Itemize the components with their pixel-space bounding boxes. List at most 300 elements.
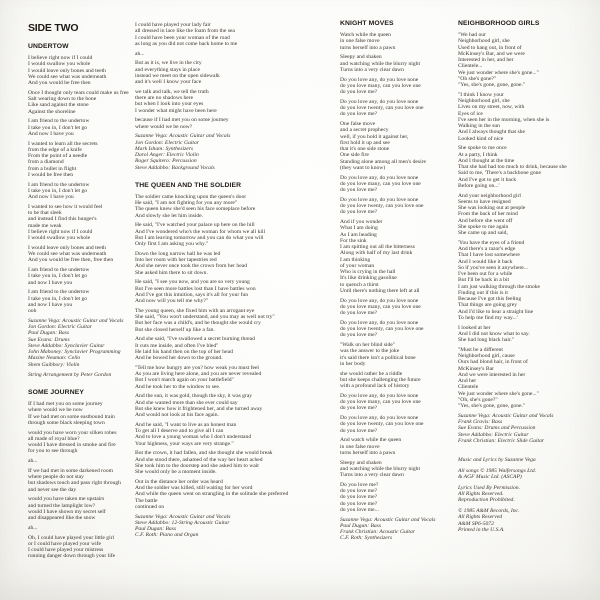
lyric-stanza [458, 193, 593, 237]
lyric-line: The young queen, she fixed him with an arrogant eye [135, 307, 255, 314]
lyric-stanza [340, 175, 458, 194]
lyric-stanza [340, 99, 458, 118]
lyric-line: Do you love any, do you love none [340, 319, 419, 326]
lyric-line: Sleepy and shaken [340, 459, 382, 466]
lyric-line: but shadows touch and pass right through [28, 480, 121, 487]
lyric-line: and now I have you [28, 301, 73, 308]
lyric-line: do you love me? [340, 494, 378, 501]
lyric-stanza [135, 422, 345, 447]
lyric-line: 'You have the eyes of a friend [458, 239, 525, 246]
lyric-line: Said to me, 'There's a backbone gone [458, 170, 541, 177]
credit-line: Steve Addabbo: 12-String Acoustic Guitar [135, 519, 230, 526]
lyric-line: And now I have you [28, 194, 74, 200]
lyric-line: I would leave only bones and teeth [28, 67, 106, 74]
lyric-line: Used to hang out, in front of [458, 44, 522, 51]
credits-block [28, 372, 132, 378]
lyric-line: And her [458, 378, 477, 384]
footer-line: Printed in the U.S.A. [458, 526, 505, 533]
lyric-line: in her body [340, 360, 366, 367]
lyric-stanza [458, 325, 593, 344]
lyric-line: do you love many, can you love one [340, 303, 421, 310]
credits-block [135, 514, 345, 539]
credit-line: Steve Addabbo: Electric Guitar [458, 431, 529, 438]
footer-line: & AGF Music Ltd. (ASCAP) [458, 474, 522, 480]
lyric-stanza [340, 197, 458, 216]
lyric-line: do you love me? [340, 111, 378, 118]
lyric-line: Against the shoreline [28, 108, 76, 115]
lyric-line: She asked him there to sit down. [135, 269, 208, 276]
footer-line: All Rights Reserved. [458, 491, 504, 497]
lyric-line: And she stood there, ashamed of the way her heart ached [135, 456, 263, 463]
lyric-line: instead we meet on the open sidewalk [135, 72, 220, 79]
lyric-line: "Walk on her blind side" [340, 342, 396, 348]
lyric-line: McKinsey's Bar, and we were [458, 50, 525, 57]
lyric-line: I am just walking through the smoke [458, 283, 541, 290]
lyric-stanza [28, 468, 132, 493]
lyric-stanza [135, 60, 345, 85]
lyric-line: and instead I find this hunger's [28, 216, 97, 223]
lyric-line: Do you love any, do you love none [340, 392, 419, 399]
lyric-line: to be that sleek [28, 210, 62, 216]
lyric-line: Only first I am asking you why." [135, 241, 209, 247]
lyric-line: do you love many, can you love one [340, 82, 421, 89]
lyric-stanza [28, 401, 132, 426]
lyric-line: Clientele [458, 384, 479, 391]
lyric-line: and now I have you [28, 279, 73, 286]
lyric-line: from a diamond [28, 159, 64, 166]
lyric-line: do you love me? [340, 187, 378, 193]
lyric-stanza [135, 117, 345, 130]
lyric-line: I would swallow you whole [28, 61, 91, 68]
lyric-line: because if I had met you on some journey [135, 117, 229, 124]
lyric-line: do you love twenty, can you love one [340, 105, 424, 111]
lyric-stanza [340, 54, 458, 73]
lyric-line: If I had met you on some journey [28, 401, 103, 407]
lyric-stanza [135, 279, 345, 304]
lyric-stanza [28, 458, 132, 464]
lyric-line: do you love me? [340, 500, 378, 507]
credit-line: C.F. Roth: Synthesizers [340, 535, 393, 542]
lyric-line: I believe right now if I could [28, 55, 93, 61]
lyric-line: She spoke to me again [458, 223, 509, 230]
lyric-line: And I would like it back [458, 258, 513, 265]
lyric-line: Watch while the queen [340, 32, 391, 38]
lyric-line: If we had met in some darkened room [28, 467, 113, 474]
lyric-line: "Yes, she's gone, gone, gone." [458, 82, 526, 88]
lyric-line: Who is crying in the hall [340, 269, 396, 275]
lyric-line: Into her room with her tapestries red [135, 257, 217, 263]
song-title: THE QUEEN AND THE SOLDIER [135, 181, 242, 189]
lyric-line: Seems to have resigned [458, 198, 511, 205]
lyric-line: And he took her to the window to see. [135, 383, 221, 390]
lyric-line: Before going on...' [458, 182, 500, 189]
lyric-line: Looked kind of nice [458, 135, 504, 142]
lyric-line: And if you wonder [340, 219, 383, 225]
lyric-line: And I did not know what to say. [458, 330, 530, 337]
lyric-stanza [458, 92, 593, 142]
lyric-line: and watching while the blurry night [340, 465, 421, 472]
lyric-line: And before she went off [458, 217, 513, 224]
footer-block [458, 468, 593, 481]
lyric-line: At a party, I think [458, 151, 498, 158]
lyric-line: I've been out for a while [458, 271, 513, 277]
lyric-line: Neighborhood girl, she [458, 98, 510, 104]
credit-line: Paul Dugan: Bass [28, 330, 70, 337]
lyric-line: The battle [135, 497, 158, 504]
lyric-line: We could see what was underneath [28, 73, 107, 80]
lyric-line: "Oh, she's gone?" [458, 396, 498, 403]
lyric-line: I wonder what might have been here [135, 107, 217, 114]
lyric-line: in one false move [340, 443, 380, 450]
lyric-stanza [28, 245, 132, 264]
lyric-stanza [458, 347, 593, 410]
lyric-line: ah... [28, 458, 38, 464]
lyric-line: And watch while the queen [340, 437, 402, 444]
lyric-line: would I have shown my secret self [28, 508, 106, 515]
lyric-line: Neighborhood girl, she [458, 38, 510, 45]
lyric-line: And there's a razor's edge [458, 246, 516, 252]
lyric-line: there are no shadows here [135, 95, 194, 101]
lyric-line: He laid his hand then on the top of her head [135, 348, 233, 355]
lyric-stanza [28, 430, 132, 455]
lyric-line: To help me find my way...' [458, 314, 518, 321]
lyric-line: Clientele... [458, 63, 483, 70]
lyric-line: For the sink [340, 237, 367, 244]
lyric-line: "Yes, she's gone, gone, gone." [458, 403, 526, 409]
lyric-line: do you love me? [340, 427, 378, 434]
lyric-line: Once I thought only tears could make us free [28, 89, 129, 96]
lyric-line: We just wonder where she's gone..." [458, 69, 539, 76]
credit-line: Darol Anger: Electric Violin [135, 152, 199, 158]
lyric-stanza [28, 118, 132, 137]
lyric-line: "Oh she's gone?" [458, 75, 497, 82]
lyric-line: And now will you tell me why?" [135, 298, 209, 304]
lyric-line: Oh, I could have played your little girl [28, 534, 115, 541]
lyric-stanza [458, 240, 593, 321]
song-title: KNIGHT MOVES [340, 20, 394, 27]
lyric-stanza [135, 51, 345, 57]
lyric-line: I am friend to the undertow [28, 267, 90, 273]
lyric-line: from a bullet in flight [28, 165, 77, 172]
lyric-line: Do you love me? [340, 481, 379, 488]
lyric-stanza [340, 121, 458, 171]
credit-line: Paul Dugan: Bass [340, 522, 382, 529]
lyric-line: I could have played your lady fair [135, 22, 211, 28]
lyric-stanza [340, 460, 458, 479]
lyric-line: with a profound lack of history [340, 383, 410, 389]
lyric-line: but when I look into your eyes [135, 101, 204, 108]
lyric-line: we talk and talk, we tell the truth [135, 88, 209, 95]
lyric-line: and a secret prophecy [340, 127, 389, 134]
lyric-line: from the edge of a knife [28, 146, 82, 153]
lyric-line: She said, "You won't understand, and you may as well not try" [135, 314, 275, 320]
footer-line: All Rights Reserved [458, 514, 503, 521]
credit-line: Suzanne Vega: Acoustic Guitar and Vocals [135, 513, 231, 520]
side-heading: SIDE TWO [28, 22, 79, 34]
credit-line: Sue Evans: Drums and Percussion [458, 425, 536, 432]
lyric-line: She was looking out at people [458, 205, 526, 211]
lyric-line: We could see what was underneath [28, 251, 107, 257]
lyric-line: Lives on my street, now, with [458, 104, 525, 111]
column-1 [28, 22, 132, 563]
lyric-line: in one false move [340, 38, 380, 45]
lyric-line: He said, "I am not fighting for you any more" [135, 200, 238, 206]
lyric-line: But as it is, we live in the city [135, 60, 202, 67]
lyric-line: and everything stays in place [135, 66, 200, 73]
footer-line: Lyrics Used By Permission. [458, 484, 520, 491]
lyric-line: Do you love any, do you love none [340, 76, 419, 83]
credit-line: C.F. Roth: Piano and Organ [135, 532, 199, 539]
lyric-line: That she had had too much to drink, because she [458, 164, 567, 170]
lyric-line: Salt wearing down to the bone [28, 96, 97, 102]
lyric-line: Do you love any, do you love none [340, 415, 419, 421]
lyric-stanza [340, 482, 458, 513]
lyric-line: do you love me... [340, 506, 379, 513]
credits-block [458, 413, 593, 444]
lyric-line: Ours had blond hair, in front of [458, 359, 528, 366]
credit-line: Shem Guibbory: Violin [28, 361, 80, 368]
lyric-line: I take you in, I don't let go [28, 187, 88, 194]
lyric-line: but she keeps challenging the future [340, 376, 421, 383]
column-3 [340, 20, 458, 546]
lyric-line: would I have dressed in smoke and fire [28, 442, 116, 448]
credit-line: Frank Christian: Electric Slide Guitar [458, 437, 545, 444]
lyric-line: And I've wondered who's the woman for whom we all kill [135, 228, 266, 235]
lyric-line: That things are going grey [458, 302, 518, 309]
lyric-line: What I am doing [340, 225, 378, 232]
lyric-line: I would be free then [28, 171, 74, 178]
lyric-line: to quench a thirst [340, 281, 379, 288]
lyric-line: "Must be a different [458, 346, 503, 353]
lyric-stanza [28, 141, 132, 179]
lyric-line: where people do not stay [28, 474, 84, 480]
lyric-stanza [135, 222, 345, 247]
spacer [28, 382, 29, 389]
lyric-line: turns herself into a pawn [340, 449, 396, 456]
lyric-line: But I am leaving tomorrow and you can do what you will [135, 234, 264, 241]
credit-line: Jon Gordon: Electric Guitar [135, 139, 199, 146]
lyric-line: all dressed in lace like the foam from the sea [135, 28, 235, 35]
lyric-line: I am spitting out all the bitterness [340, 244, 415, 250]
lyric-line: as long as you did not come back home to me [135, 40, 238, 47]
lyric-stanza [340, 415, 458, 434]
lyric-line: She took him to the doorstep and she asked him to wait [135, 462, 259, 469]
credit-line: Frank Gravis: Bass [458, 419, 503, 425]
lyric-line: But her face was a child's, and he thought she would cry [135, 320, 261, 327]
lyric-line: for you to see through [28, 448, 78, 455]
lyric-line: I could have been your woman of the road [135, 34, 230, 41]
lyric-stanza [458, 32, 593, 88]
lyric-line: He said, "I've watched your palace up here on the hill [135, 222, 255, 229]
lyric-line: It's like drinking gasoline [340, 275, 397, 282]
footer-line: Reproduction Prohibited. [458, 497, 515, 504]
lyric-line: But I'll be back in a bit [458, 277, 510, 284]
lyric-line: And you would be free then [28, 80, 91, 86]
lyric-line: ah... [135, 50, 145, 57]
lyric-line: As you are living here alone, and you are never revealed [135, 371, 262, 377]
lyric-stanza [340, 219, 458, 294]
lyric-stanza [28, 535, 132, 560]
lyric-line: From the point of a needle [28, 153, 88, 159]
lyric-line: She came up and said, [458, 230, 508, 236]
lyric-line: do you love twenty, can you love one [340, 326, 424, 332]
lyric-line: I take you in, I don't let go [28, 295, 88, 302]
lyric-line: I am friend to the undertow [28, 181, 90, 188]
credit-line: Roger Squitero: Percussion [135, 158, 197, 165]
lyric-line: well, if you hold it against her, [340, 133, 409, 140]
lyric-stanza [28, 204, 132, 242]
lyric-line: Do you love any, do you love none [340, 297, 419, 304]
footer-line: All songs © 1985 Waifersongs Ltd. [458, 467, 537, 474]
lyric-line: And I've got this intuition, says it's all for your fun [135, 291, 249, 298]
lyric-line: And you would be free then, free then [28, 257, 114, 264]
lyric-stanza [135, 365, 345, 390]
lyric-line: I could have played your mistress [28, 547, 104, 553]
lyric-line: He said, "I see you now, and you are so very young [135, 279, 250, 286]
lyric-stanza [135, 89, 345, 114]
lyric-line: Your highness, your ways are very strange." [135, 440, 234, 447]
lyric-line: that it's one side stone [340, 146, 390, 152]
lyric-stanza [135, 194, 345, 219]
lyric-line: do you love me? [340, 488, 378, 494]
spacer [135, 175, 136, 182]
lyric-line: And the sun, it was gold, though the sky, it was gray [135, 393, 253, 400]
lyric-line: I would leave only bones and teeth [28, 244, 106, 251]
lyric-line: As I am heading [340, 231, 377, 238]
lyric-line: I take you in, I don't let go [28, 273, 88, 280]
credits-block [135, 133, 345, 171]
lyric-line: Neighborhood girl, cause [458, 353, 515, 359]
lyric-stanza [458, 145, 593, 189]
lyric-line: One false move [340, 121, 376, 127]
lyric-line: And we were interested in her [458, 371, 526, 378]
lyric-line: I would swallow you whole [28, 235, 91, 241]
lyric-line: That I have lost somewhere [458, 252, 520, 259]
lyric-line: And he said, "I want to live as an honest man [135, 421, 237, 428]
lyric-line: (they want to know) [340, 164, 386, 171]
credit-line: Suzanne Vega: Acoustic Guitar and Vocals [135, 133, 231, 140]
credit-line: Steve Addabbo: Synclavier Guitar [28, 342, 105, 349]
lyric-line: The queen knew she'd seen his face someplace before [135, 206, 256, 213]
song-title: UNDERTOW [28, 43, 69, 50]
lyric-line: And I've got to get it back [458, 176, 517, 183]
credit-line: John Mahoney: Synclavier Programming [28, 349, 121, 355]
lyric-stanza [340, 342, 458, 367]
lyric-line: of your woman [340, 262, 375, 269]
lyric-line: she would rather be a riddle [340, 370, 403, 377]
lyric-stanza [340, 77, 458, 96]
footer-line: Music and Lyrics by Suzanne Vega [458, 457, 536, 463]
lyric-line: And to love a young woman who I don't understand [135, 434, 252, 441]
lyric-line: ooh [28, 308, 37, 314]
lyric-stanza [135, 308, 345, 333]
lyric-line: I've seen her in the morning, when she is [458, 116, 550, 123]
lyric-line: I wanted to learn all the secrets [28, 140, 98, 147]
lyric-line: Sleepy and shaken [340, 54, 382, 61]
lyric-line: and disappeared like the snow [28, 515, 96, 521]
lyric-line: "Tell me how hungry are you? how weak you must feel [135, 364, 259, 371]
lyric-stanza [28, 525, 132, 531]
lyric-line: She would only be a moment inside. [135, 469, 217, 475]
lyric-line: Do you love any, do you love none [340, 196, 419, 203]
lyric-line: do you love me? [340, 405, 378, 412]
lyric-line: And she wanted more than she ever could say [135, 399, 238, 406]
footer-block [458, 508, 593, 533]
lyric-line: But she closed herself up like a fan. [135, 326, 215, 333]
credit-line: Jon Gordon: Electric Guitar [28, 324, 92, 330]
lyric-line: And she never once took the crown from her head [135, 263, 247, 270]
lyric-line: would you have worn your silken robes [28, 429, 117, 436]
lyric-line: where would we be now? [135, 123, 193, 130]
lyric-line: continued on [135, 503, 165, 510]
lyric-stanza [135, 450, 345, 475]
credit-line: Maxine Neuman: Cello [28, 355, 81, 362]
lyric-line: But I've seen more battles lost than I have battles won [135, 285, 256, 292]
lyric-line: Because I've got this feeling [458, 296, 522, 302]
lyric-stanza [28, 289, 132, 314]
lyric-line: Until there's nothing there left at all [340, 287, 420, 294]
song-title: SOME JOURNEY [28, 389, 84, 396]
lyric-line: Eyes of ice [458, 110, 483, 117]
lyric-line: And he bowed her down to the ground. [135, 355, 223, 361]
lyric-line: We just wonder where she's gone..." [458, 390, 539, 397]
lyric-line: I looked at her [458, 324, 491, 331]
lyric-line: through some black sleeping town [28, 419, 105, 426]
lyric-stanza [135, 393, 345, 418]
lyric-line: Walking in the sun [458, 123, 500, 129]
lyric-line: But the crown, it had fallen, and she thought she would break [135, 450, 273, 457]
spacer [458, 448, 459, 457]
lyric-line: do you love twenty, can you love one [340, 203, 424, 209]
lyric-line: And would not look at his face again. [135, 412, 219, 418]
lyric-line: turns herself into a pawn [340, 44, 396, 51]
lyric-line: and turned the lamplight low? [28, 502, 96, 509]
lyric-line: And I'd like to hear a straight line [458, 308, 534, 315]
lyric-line: Turns into a very clear dawn [340, 66, 404, 73]
lyric-line: all made of royal blue? [28, 435, 80, 442]
lyric-line: it's said there isn't a political bone [340, 354, 416, 361]
song-title: NEIGHBORHOOD GIRLS [458, 20, 540, 27]
lyric-line: But I won't march again on your battlefield" [135, 377, 234, 384]
credit-line: String Arrangement by Peter Gordon [28, 371, 112, 378]
lyric-line: One side fire [340, 152, 369, 159]
lyric-line: first hold it up and see [340, 139, 390, 146]
lyric-line: I am friend to the undertow [28, 289, 90, 296]
lyric-line: do you love me? [340, 209, 378, 216]
credit-line: Suzanne Vega: Acoustic Guitar and Vocals [28, 317, 124, 324]
lyric-line: She spoke to me once [458, 145, 507, 152]
lyric-line: and never see the day [28, 486, 77, 493]
lyric-line: So if you've seen it anywhere... [458, 264, 528, 271]
credit-line: Suzanne Vega: Acoustic Guitar and Vocals [458, 412, 554, 419]
lyric-line: Standing alone among all men's desire [340, 158, 426, 165]
lyric-line: "We had our [458, 32, 486, 38]
credits-block [340, 517, 458, 542]
lyric-line: Interested in her, and her [458, 57, 514, 63]
lyric-stanza [135, 22, 345, 47]
lyric-line: But she knew how it frightened her, and she turned away [135, 405, 263, 412]
lyric-stanza [28, 267, 132, 286]
lyric-line: I am friend to the undertow [28, 118, 90, 125]
lyric-line: would you have taken me upstairs [28, 496, 105, 503]
footer-line: © 1985 A&M Records, Inc. [458, 508, 520, 514]
footer-line: A&M SP6-5072 [458, 520, 494, 527]
lyric-stanza [135, 336, 345, 361]
lyric-stanza [340, 437, 458, 456]
lyric-stanza [28, 55, 132, 86]
lyric-line: do you love many, can you love one [340, 399, 421, 405]
lyric-line: was the answer to the joke [340, 348, 400, 355]
